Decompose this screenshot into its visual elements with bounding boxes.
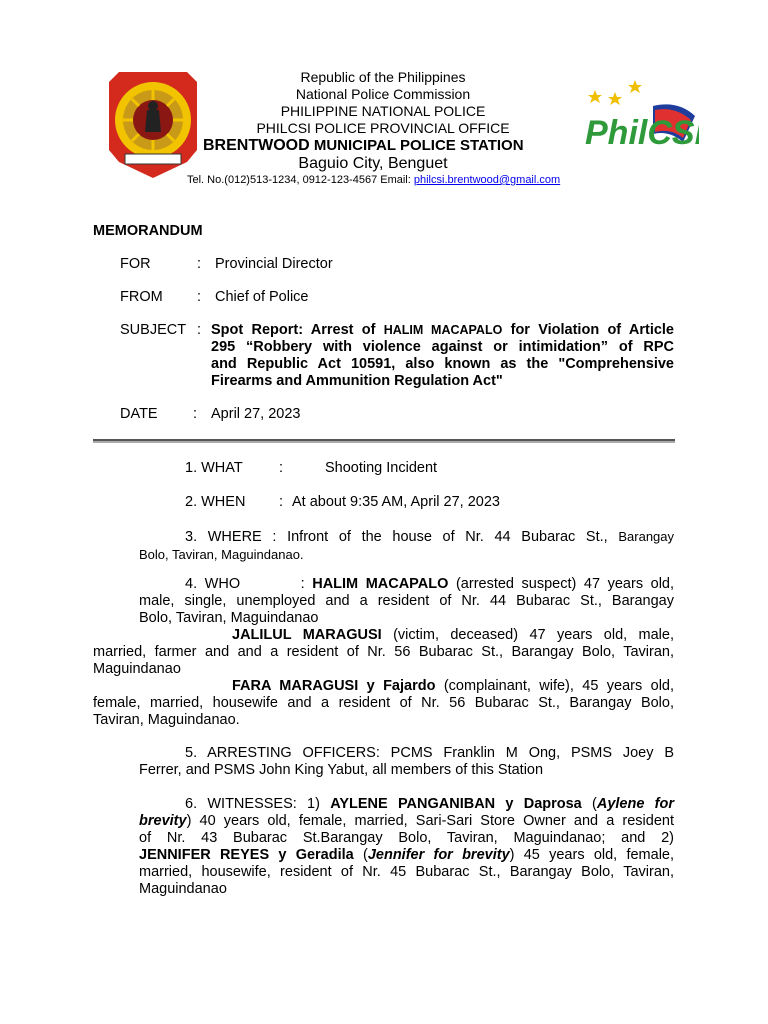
witness2-name: JENNIFER REYES y Geradila (139, 847, 354, 863)
complainant-name: FARA MARAGUSI y Fajardo (232, 678, 436, 694)
from-colon: : (197, 289, 202, 305)
subject-line-1: Spot Report: Arrest of HALIM MACAPALO for Violation of Article (211, 322, 674, 338)
header-provincial-office: PHILCSI POLICE PROVINCIAL OFFICE (256, 120, 510, 136)
header-napolcom: National Police Commission (295, 86, 471, 102)
for-value: Provincial Director (215, 256, 333, 272)
who-block-3: FARA MARAGUSI y Fajardo (complainant, wife), 45 years old, female, married, housewife and a resident of Nr. 56 Bubarac St., Barangay Bolo, Taviran, Maguindanao. (93, 678, 675, 728)
header-city: Baguio City, Benguet (298, 155, 448, 172)
victim-name: JALILUL MARAGUSI (232, 627, 382, 643)
subject-line-2: 295 “Robbery with violence against or intimidation” of RPC (211, 339, 674, 355)
contact-text: Tel. No.(012)513-1234, 0912-123-4567 Email: (187, 174, 414, 186)
what-label: 1. WHAT (185, 460, 243, 476)
when-value: At about 9:35 AM, April 27, 2023 (292, 494, 500, 510)
svg-text:PhilCSI: PhilCSI (585, 114, 699, 152)
philcsi-logo (583, 76, 699, 156)
witnesses: 6. WITNESSES: 1) AYLENE PANGANIBAN y Daprosa (Aylene for brevity) 40 years old, female, married, Sari-Sari Store Owner and a resident of Nr. 43 Bubarac St.Barangay Bolo, Taviran, Maguindanao; and 2) JENNIFER REYES y Geradila (Jennifer for brevity) 45 years old, female, married, housewife, resident of Nr. 45 Bubarac St., Barangay Bolo, Taviran, Maguindanao (139, 796, 675, 897)
header-contact (187, 174, 560, 186)
where-value-2: Bolo, Taviran, Maguindanao. (139, 547, 304, 562)
header-pnp: PHILIPPINE NATIONAL POLICE (280, 103, 486, 119)
from-value: Chief of Police (215, 289, 309, 305)
subject-suspect-name: HALIM MACAPALO (383, 323, 503, 337)
date-label: DATE (120, 406, 158, 422)
divider-rule (93, 439, 675, 443)
subject-label: SUBJECT (120, 322, 187, 338)
when-colon: : (279, 494, 284, 510)
from-label: FROM (120, 289, 163, 305)
date-value: April 27, 2023 (211, 406, 301, 422)
what-value: Shooting Incident (325, 460, 438, 476)
station-name: BRENTWOOD (203, 137, 310, 154)
for-label: FOR (120, 256, 151, 272)
subject-line-4: Firearms and Ammunition Regulation Act" (211, 373, 503, 389)
who-label: 4. WHO (185, 576, 241, 592)
suspect-name: HALIM MACAPALO (312, 576, 449, 592)
where-value: Infront of the house of Nr. 44 Bubarac St., (287, 529, 608, 545)
what-colon: : (279, 460, 284, 476)
station-rest: MUNICIPAL POLICE STATION (313, 137, 524, 154)
who-block-2: JALILUL MARAGUSI (victim, deceased) 47 years old, male, married, farmer and and a resident of Nr. 56 Bubarac St., Barangay Bolo, Taviran, Maguindanao (93, 627, 674, 677)
header-station (203, 137, 524, 155)
witness1-name: AYLENE PANGANIBAN y Daprosa (330, 796, 582, 812)
header-republic: Republic of the Philippines (300, 69, 466, 85)
for-colon: : (197, 256, 202, 272)
subject-text (211, 322, 674, 390)
subject-line-3: and Republic Act 10591, also known as the "Comprehensive (211, 356, 674, 372)
date-colon: : (193, 406, 198, 422)
when-label: 2. WHEN (185, 494, 246, 510)
where-label: 3. WHERE (185, 529, 262, 545)
who-block-1: 4. WHO : HALIM MACAPALO (arrested suspect) 47 years old, male, single, unemployed and a resident of Nr. 44 Bubarac St., Barangay Bolo, Taviran, Maguindanao (139, 576, 675, 626)
subject-colon: : (197, 322, 202, 338)
email-link[interactable]: philcsi.brentwood@gmail.com (413, 174, 561, 186)
memo-title: MEMORANDUM (93, 223, 203, 239)
arresting-officers: 5. ARRESTING OFFICERS: PCMS Franklin M Ong, PSMS Joey B Ferrer, and PSMS John King Yabut, all members of this Station (139, 745, 674, 778)
where-block: 3. WHERE : Infront of the house of Nr. 44 Bubarac St., Barangay Bolo, Taviran, Maguindanao. (139, 529, 675, 562)
